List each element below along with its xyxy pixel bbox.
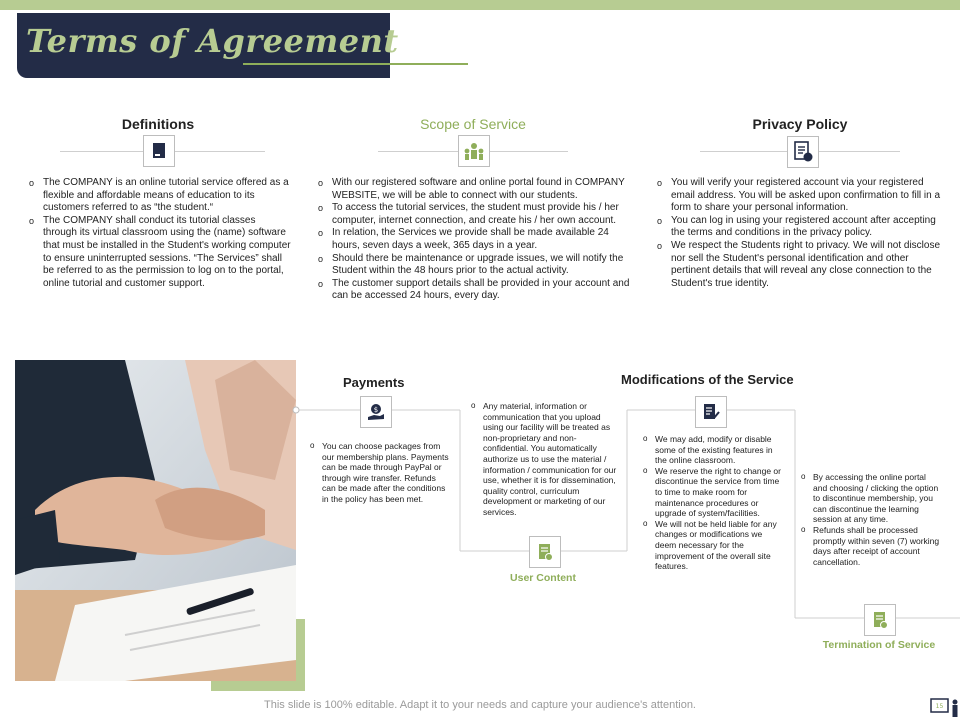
definitions-heading: Definitions <box>121 116 195 132</box>
list-item: o Should there be maintenance or upgrade issues, we will notify the Student within the 48 hours prior to the actual activity. <box>318 253 630 278</box>
document-check-icon <box>529 536 561 568</box>
edit-document-icon <box>695 396 727 428</box>
list-item: o With our registered software and online portal found in COMPANY WEBSITE, we will be able to connect with our students. <box>318 177 630 202</box>
list-item: o The customer support details shall be provided in your account and can be accessed 24 hours, every day. <box>318 278 630 303</box>
list-item: o You will verify your registered account via your registered email address. You will be asked upon confirmation to fill in a form to share your personal information. <box>657 177 947 215</box>
money-hand-icon <box>360 396 392 428</box>
footer-note: This slide is 100% editable. Adapt it to your needs and capture your audience's attention. <box>264 699 696 711</box>
list-item: o We reserve the right to change or discontinue the service from time to time to make room for maintenance procedures or upgrade of system/facilities. <box>643 466 783 519</box>
list-item: o By accessing the online portal and choosing / clicking the option to discontinue membership, you can discontinue the learning session at any time. <box>801 472 941 525</box>
payments-list <box>310 441 450 505</box>
list-item: o You can choose packages from our membership plans. Payments can be made through PayPal or through wire transfer. Refunds can be made after the conditions in the policy has been met. <box>310 441 450 505</box>
list-item: o The COMPANY is an online tutorial service offered as a flexible and affordable means of education to its customers referred to as “the student.“ <box>29 177 292 215</box>
list-item: o You can log in using your registered account after accepting the terms and conditions in the privacy policy. <box>657 215 947 240</box>
list-item: o The COMPANY shall conduct its tutorial classes through its virtual classroom using the (name) software that must be installed in the Student's working computer to ensure uninterrupted sessions. “The Services” shall be referred to as the permission to log on to the portal, online tutorial and customer support. <box>29 215 292 291</box>
list-item: o We may add, modify or disable some of the existing features in the online classroom. <box>643 434 783 466</box>
termination-heading: Termination of Service <box>822 639 936 651</box>
list-item: o Any material, information or communication that you upload using our facility will be treated as non-proprietary and non-confidential. You automatically authorize us to use the material / information / communication for our use, whether it is for dissemination, quality control, curriculum development or marketing of our services. <box>471 401 621 518</box>
user-content-list <box>471 401 621 518</box>
termination-list <box>801 472 941 567</box>
scope-heading: Scope of Service <box>420 116 526 132</box>
modifications-list <box>643 434 783 572</box>
list-item: o Refunds shall be processed promptly within seven (7) working days after receipt of account cancellation. <box>801 525 941 567</box>
list-item: o To access the tutorial services, the student must provide his / her computer, internet connection, and create his / her own account. <box>318 202 630 227</box>
document-check-icon <box>864 604 896 636</box>
page-number: 15 <box>935 703 944 710</box>
list-item: o In relation, the Services we provide shall be made available 24 hours, seven days a week, 365 days in a year. <box>318 227 630 252</box>
payments-heading: Payments <box>343 375 405 390</box>
modifications-heading: Modifications of the Service <box>621 372 794 387</box>
list-item: o We respect the Students right to privacy. We will not disclose nor sell the Student's personal identification and other pertinent details that will reveal any close connection to the Student's true identity. <box>657 240 947 290</box>
user-content-heading: User Content <box>510 572 576 584</box>
svg-text:$: $ <box>373 406 379 414</box>
privacy-heading: Privacy Policy <box>752 116 848 132</box>
list-item: o We will not be held liable for any changes or modifications we deem necessary for the improvement of the overall site features. <box>643 519 783 572</box>
page-title: Terms of Agreement <box>26 22 399 60</box>
